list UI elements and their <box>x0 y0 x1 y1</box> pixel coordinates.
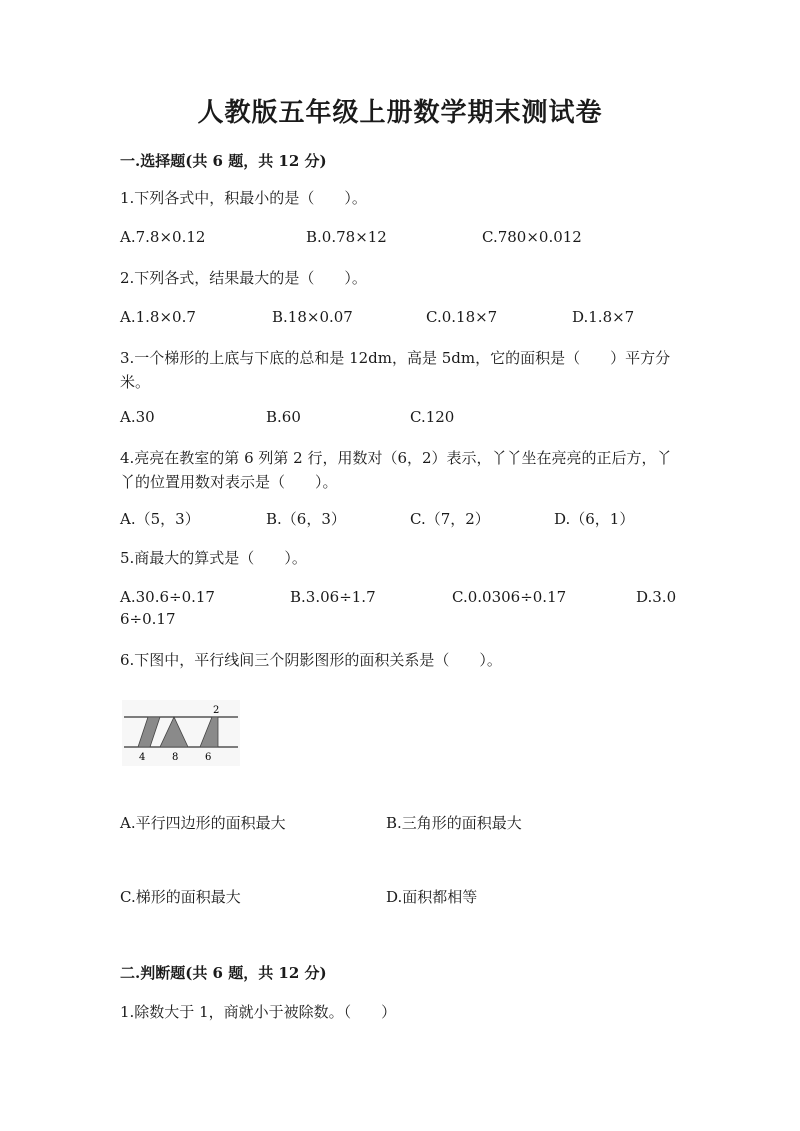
q3-option-b[interactable]: B.60 <box>266 408 301 426</box>
q6-option-b[interactable]: B.三角形的面积最大 <box>386 814 522 832</box>
q4-option-d[interactable]: D.（6，1） <box>554 510 635 528</box>
q6-option-c[interactable]: C.梯形的面积最大 <box>120 888 241 906</box>
figure-label-top: 2 <box>213 705 220 716</box>
section-heading-judgement: 二.判断题(共 6 题，共 12 分) <box>120 964 327 982</box>
question-6: 6.下图中，平行线间三个阴影图形的面积关系是（ ）。 <box>120 651 502 669</box>
q3-option-c[interactable]: C.120 <box>410 408 455 426</box>
q1-option-b[interactable]: B.0.78×12 <box>306 228 387 246</box>
parallel-shapes-figure <box>122 700 240 766</box>
q1-option-c[interactable]: C.780×0.012 <box>482 228 582 246</box>
q4-option-b[interactable]: B.（6，3） <box>266 510 346 528</box>
q4-option-a[interactable]: A.（5，3） <box>120 510 200 528</box>
figure-label-triangle: 8 <box>172 752 179 763</box>
q5-option-d-continued: 6÷0.17 <box>120 610 176 628</box>
question-1: 1.下列各式中，积最小的是（ ）。 <box>120 189 367 207</box>
q5-option-a[interactable]: A.30.6÷0.17 <box>120 588 215 606</box>
q5-option-d[interactable]: D.3.0 <box>636 588 677 606</box>
q5-option-b[interactable]: B.3.06÷1.7 <box>290 588 376 606</box>
figure-label-trapezoid: 6 <box>205 752 212 763</box>
question-2: 2.下列各式，结果最大的是（ ）。 <box>120 269 367 287</box>
section-heading-choice: 一.选择题(共 6 题，共 12 分) <box>120 152 327 170</box>
question-4: 4.亮亮在教室的第 6 列第 2 行，用数对（6，2）表示，丫丫坐在亮亮的正后方，丫丫的位置用数对表示是（ ）。 <box>120 449 672 491</box>
judgement-question-1: 1.除数大于 1，商就小于被除数。（ ） <box>120 1003 397 1021</box>
q6-option-a[interactable]: A.平行四边形的面积最大 <box>120 814 286 832</box>
q2-option-c[interactable]: C.0.18×7 <box>426 308 498 326</box>
q3-option-a[interactable]: A.30 <box>120 408 155 426</box>
q6-option-d[interactable]: D.面积都相等 <box>386 888 478 906</box>
q5-option-c[interactable]: C.0.0306÷0.17 <box>452 588 567 606</box>
q4-option-c[interactable]: C.（7，2） <box>410 510 490 528</box>
q2-option-a[interactable]: A.1.8×0.7 <box>120 308 196 326</box>
q2-option-d[interactable]: D.1.8×7 <box>572 308 635 326</box>
exam-title: 人教版五年级上册数学期末测试卷 <box>197 98 603 128</box>
q2-option-b[interactable]: B.18×0.07 <box>272 308 353 326</box>
question-3: 3.一个梯形的上底与下底的总和是 12dm，高是 5dm，它的面积是（ ）平方分米。 <box>120 349 671 391</box>
figure-label-parallelogram: 4 <box>139 752 146 763</box>
q1-option-a[interactable]: A.7.8×0.12 <box>120 228 206 246</box>
question-5: 5.商最大的算式是（ ）。 <box>120 549 307 567</box>
